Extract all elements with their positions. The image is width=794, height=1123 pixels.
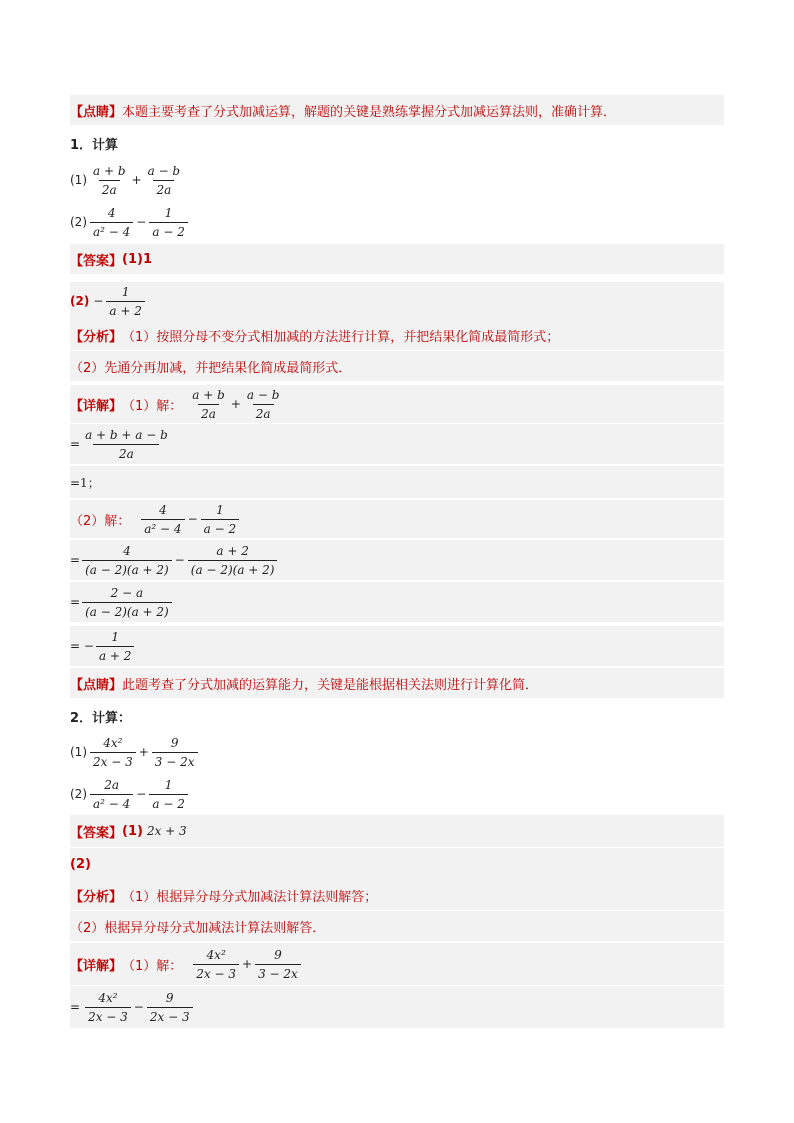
fraction: $\frac{a + 2}{(a - 2)(a + 2)}$ — [188, 544, 278, 577]
remark-tag: 【点睛】 — [70, 104, 123, 120]
result-text: =1； — [70, 475, 100, 490]
q1-part2 — [70, 204, 724, 240]
fraction: $\frac{9}{3 - 2x}$ — [152, 736, 198, 769]
q2-p2-label: (2) — [70, 787, 87, 801]
remark-row-1 — [70, 95, 724, 125]
answer-part1: (1)1 — [122, 251, 152, 267]
q1-step-5 — [70, 540, 724, 580]
fraction: $\frac{2 - a}{(a - 2)(a + 2)}$ — [82, 586, 172, 619]
analysis-tag: 【分析】 — [70, 329, 123, 345]
operator: − — [133, 1000, 144, 1014]
detail-prefix: （2）解： — [70, 513, 131, 529]
remark-tag: 【点睛】 — [70, 677, 123, 693]
q1-detail-row-1 — [70, 385, 724, 423]
analysis-tag: 【分析】 — [70, 889, 123, 905]
answer-tag: 【答案】 — [70, 825, 123, 841]
answer-tag: 【答案】 — [70, 253, 123, 269]
detail-prefix: （1）解： — [122, 398, 183, 414]
fraction: $\frac{4}{\text{a² − 4}}$ — [90, 206, 133, 239]
q1-detail-row-2 — [70, 500, 724, 538]
minus-sign: − — [93, 294, 104, 308]
fraction: $\frac{1}{a - 2}$ — [149, 778, 187, 811]
equals-sign: = — [70, 1000, 81, 1014]
q2-answer-row — [70, 815, 724, 847]
operator: + — [230, 397, 241, 411]
fraction: $\frac{1}{a - 2}$ — [149, 206, 187, 239]
equals-sign: = — [70, 437, 81, 451]
q2-analysis-row-2 — [70, 911, 724, 941]
q1-remark-row — [70, 668, 724, 698]
operator: − — [174, 553, 185, 567]
fraction: $\frac{2a}{\text{a² − 4}}$ — [90, 778, 133, 811]
fraction: $\frac{a - b}{2a}$ — [246, 387, 280, 421]
q2-answer2-row — [70, 848, 724, 880]
fraction: $\frac{\text{4x²}}{2x - 3}$ — [193, 948, 239, 981]
equals-sign: = — [70, 553, 81, 567]
q1-p2-label: (2) — [70, 215, 87, 229]
fraction: $\frac{\text{4x²}}{2x - 3}$ — [90, 736, 136, 769]
q1-step-7 — [70, 626, 724, 666]
q2-analysis-row-1 — [70, 880, 724, 910]
fraction: $\frac{1}{a + 2}$ — [106, 285, 144, 318]
q2-part2 — [70, 775, 724, 813]
q1-step-3 — [70, 466, 724, 498]
remark-text: 此题考查了分式加减的运算能力，关键是能根据相关法则进行计算化简． — [122, 677, 539, 693]
fraction: $\frac{a + b + a - b}{2a}$ — [85, 427, 168, 461]
fraction: $\frac{4}{\text{a² − 4}}$ — [141, 503, 184, 536]
q1-p1-label: (1) — [70, 173, 87, 187]
fraction: $\frac{9}{2x - 3}$ — [147, 991, 193, 1024]
q1-analysis-row-1 — [70, 320, 724, 350]
operator: − — [136, 215, 147, 229]
operator: + — [242, 957, 253, 971]
q2-title: 2．计算： — [70, 710, 132, 726]
fraction: $\frac{a - b}{2a}$ — [147, 163, 181, 197]
q1-answer-row — [70, 244, 724, 274]
operator: − — [187, 512, 198, 526]
answer-part1-value: 2x + 3 — [146, 824, 187, 838]
q2-part1 — [70, 733, 724, 771]
q2-p1-label: (1) — [70, 745, 87, 759]
fraction: $\frac{9}{3 - 2x}$ — [255, 948, 301, 981]
q2-step-2 — [70, 986, 724, 1028]
fraction: $\frac{1}{a + 2}$ — [96, 630, 134, 663]
q1-title: 1．计算 — [70, 137, 119, 153]
detail-tag: 【详解】 — [70, 398, 123, 414]
equals-sign: = — [70, 595, 81, 609]
q2-detail-row-1 — [70, 943, 724, 985]
analysis-text-1: （1）按照分母不变分式相加减的方法进行计算，并把结果化简成最简形式； — [122, 329, 560, 345]
analysis-text-1: （1）根据异分母分式加减法计算法则解答； — [122, 889, 378, 905]
operator: − — [136, 787, 147, 801]
equals-sign: = − — [70, 639, 94, 653]
detail-prefix: （1）解： — [122, 958, 183, 974]
answer-part1-label: (1) — [122, 823, 143, 839]
analysis-text-2: （2）根据异分母分式加减法计算法则解答． — [70, 920, 326, 936]
fraction: $\frac{1}{a - 2}$ — [201, 503, 239, 536]
q1-analysis-row-2 — [70, 351, 724, 381]
fraction: $\frac{a + b}{2a}$ — [93, 163, 126, 197]
fraction: $\frac{a + b}{2a}$ — [192, 387, 225, 421]
detail-tag: 【详解】 — [70, 958, 123, 974]
q2-title-row — [70, 705, 724, 727]
answer2-label: (2) — [70, 294, 90, 308]
fraction: $\frac{4}{(a - 2)(a + 2)}$ — [82, 544, 172, 577]
answer2-label: (2) — [70, 856, 91, 872]
q1-part1 — [70, 162, 724, 198]
operator: + — [131, 173, 142, 187]
fraction: $\frac{\text{4x²}}{2x - 3}$ — [85, 991, 131, 1024]
q1-step-6 — [70, 582, 724, 622]
q1-step-2 — [70, 424, 724, 464]
q1-title-row — [70, 132, 724, 154]
q1-answer2-row — [70, 282, 724, 320]
remark-text: 本题主要考查了分式加减运算，解题的关键是熟练掌握分式加减运算法则，准确计算． — [122, 104, 617, 120]
analysis-text-2: （2）先通分再加减，并把结果化简成最简形式． — [70, 360, 352, 376]
operator: + — [138, 745, 149, 759]
